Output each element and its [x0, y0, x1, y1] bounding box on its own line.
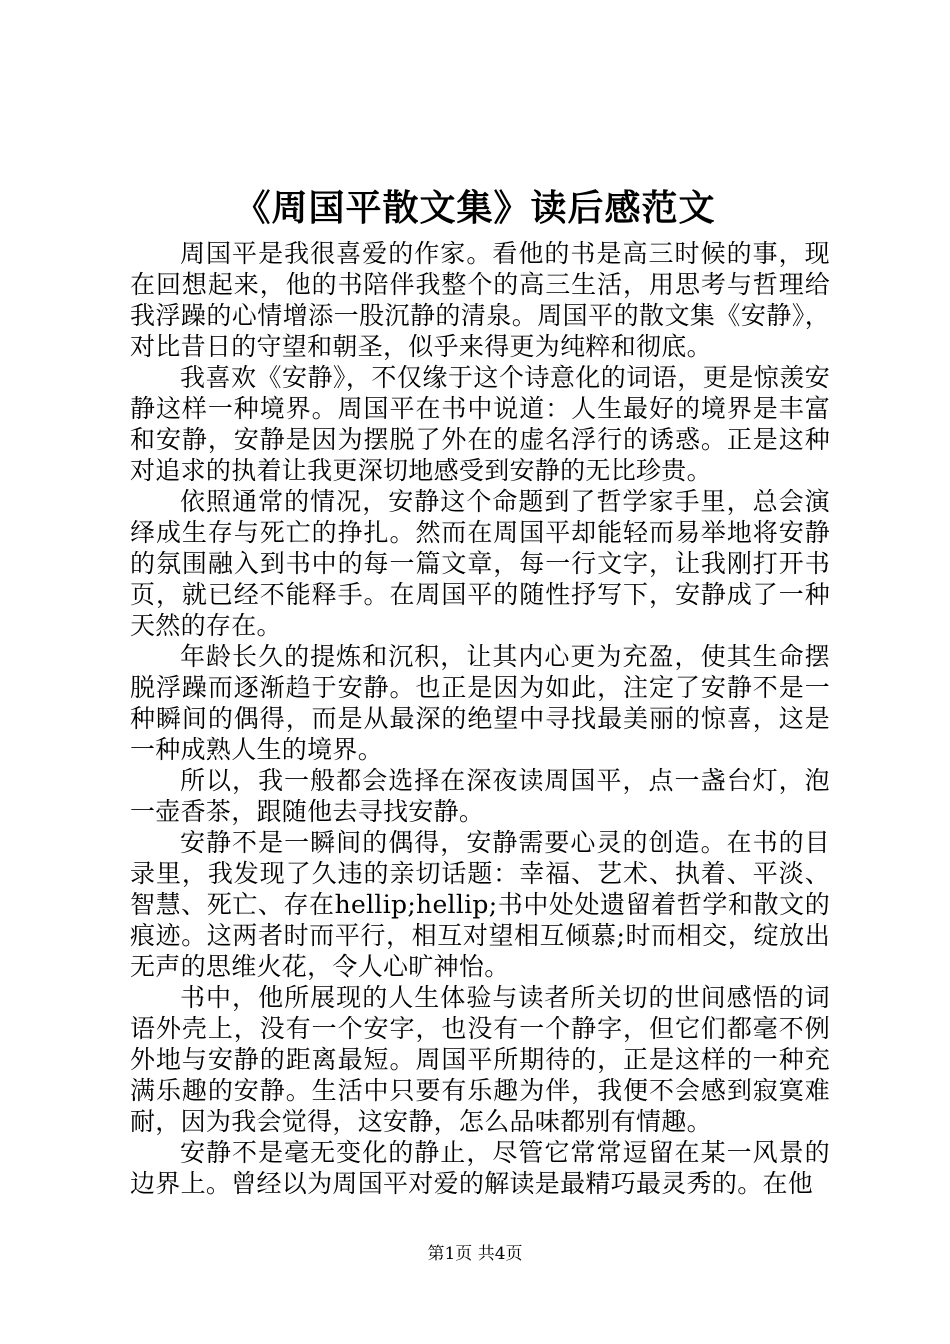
- paragraph-1: 周国平是我很喜爱的作家。看他的书是高三时候的事，现在回想起来，他的书陪伴我整个的高三生活，用思考与哲理给我浮躁的心情增添一股沉静的清泉。周国平的散文集《安静》，对比昔日的守望和朝圣，似乎来得更为纯粹和彻底。: [130, 239, 830, 361]
- paragraph-5: 所以，我一般都会选择在深夜读周国平，点一盏台灯，泡一壶香茶，跟随他去寻找安静。: [130, 766, 830, 826]
- paragraph-7: 书中，他所展现的人生体验与读者所关切的世间感悟的词语外壳上，没有一个安字，也没有一个静字，但它们都毫不例外地与安静的距离最短。周国平所期待的，正是这样的一种充满乐趣的安静。生活中只要有乐趣为伴，我便不会感到寂寞难耐，因为我会觉得，这安静，怎么品味都别有情趣。: [130, 983, 830, 1136]
- paragraph-8: 安静不是毫无变化的静止，尽管它常常逗留在某一风景的边界上。曾经以为周国平对爱的解读是最精巧最灵秀的。在他: [130, 1138, 830, 1198]
- paragraph-4: 年龄长久的提炼和沉积，让其内心更为充盈，使其生命摆脱浮躁而逐渐趋于安静。也正是因为如此，注定了安静不是一种瞬间的偶得，而是从最深的绝望中寻找最美丽的惊喜，这是一种成熟人生的境界。: [130, 642, 830, 764]
- document-body: [130, 238, 830, 1199]
- paragraph-2: 我喜欢《安静》，不仅缘于这个诗意化的词语，更是惊羡安静这样一种境界。周国平在书中说道：人生最好的境界是丰富和安静，安静是因为摆脱了外在的虚名浮行的诱惑。正是这种对追求的执着让我更深切地感受到安静的无比珍贵。: [130, 363, 830, 485]
- paragraph-6: 安静不是一瞬间的偶得，安静需要心灵的创造。在书的目录里，我发现了久违的亲切话题：幸福、艺术、执着、平淡、智慧、死亡、存在hellip;hellip;书中处处遗留着哲学和散文的痕迹。这两者时而平行，相互对望相互倾慕;时而相交，绽放出无声的思维火花，令人心旷神怡。: [130, 828, 830, 981]
- document-title: 《周国平散文集》读后感范文: [234, 187, 716, 229]
- paragraph-3: 依照通常的情况，安静这个命题到了哲学家手里，总会演绎成生存与死亡的挣扎。然而在周国平却能轻而易举地将安静的氛围融入到书中的每一篇文章，每一行文字，让我刚打开书页，就已经不能释手。在周国平的随性抒写下，安静成了一种天然的存在。: [130, 487, 830, 640]
- page-footer: 第1页 共4页: [427, 1244, 523, 1264]
